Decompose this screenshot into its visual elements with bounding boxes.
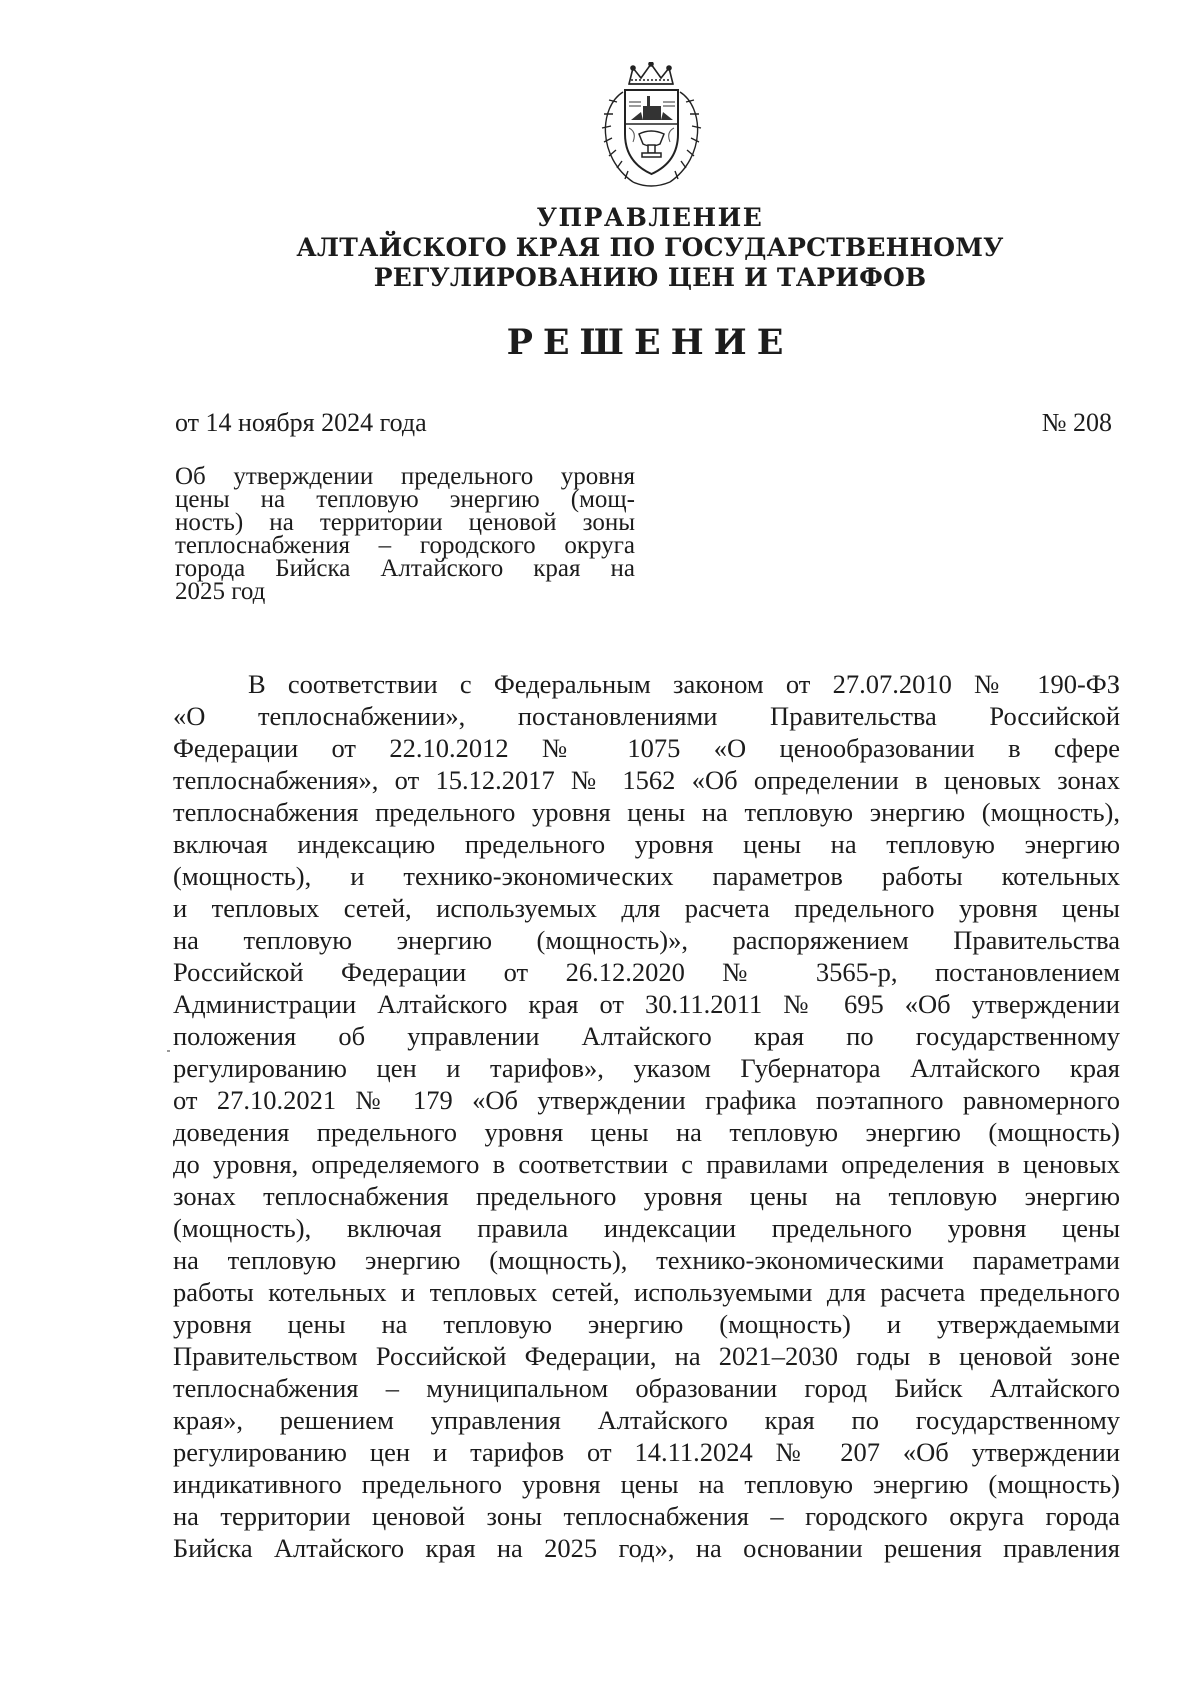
body-line: теплоснабжения», от 15.12.2017 № 1562 «Об определении в ценовых зонах <box>173 765 1120 795</box>
document-type-title: РЕШЕНИЕ <box>506 322 794 363</box>
body-line: включая индексацию предельного уровня цены на тепловую энергию <box>173 829 1120 859</box>
body-line: регулированию цен и тарифов от 14.11.2024 № 207 «Об утверждении <box>173 1437 1120 1467</box>
document-date: от 14 ноября 2024 года <box>175 408 427 437</box>
body-line: теплоснабжения предельного уровня цены на тепловую энергию (мощность), <box>173 797 1120 827</box>
body-line: (мощность), включая правила индексации предельного уровня цены <box>173 1213 1120 1243</box>
body-line: зонах теплоснабжения предельного уровня цены на тепловую энергию <box>173 1181 1120 1211</box>
subject-line: 2025 год <box>175 578 266 605</box>
body-line: Российской Федерации от 26.12.2020 № 3565-р, постановлением <box>173 957 1120 987</box>
body-line: работы котельных и тепловых сетей, используемыми для расчета предельного <box>173 1277 1120 1307</box>
body-line: на территории ценовой зоны теплоснабжения – городского округа города <box>173 1501 1120 1531</box>
authority-name-line-2: АЛТАЙСКОГО КРАЯ ПО ГОСУДАРСТВЕННОМУ <box>296 233 1004 262</box>
body-line: Правительством Российской Федерации, на 2021–2030 годы в ценовой зоне <box>173 1341 1120 1371</box>
body-line: и тепловых сетей, используемых для расчета предельного уровня цены <box>173 893 1120 923</box>
body-line: В соответствии с Федеральным законом от 27.07.2010 № 190-ФЗ <box>248 669 1120 699</box>
body-line: на тепловую энергию (мощность), технико-экономическими параметрами <box>173 1245 1120 1275</box>
body-line: Администрации Алтайского края от 30.11.2011 № 695 «Об утверждении <box>173 989 1120 1019</box>
body-line: от 27.10.2021 № 179 «Об утверждении графика поэтапного равномерного <box>173 1085 1120 1115</box>
body-line: края», решением управления Алтайского края по государственному <box>173 1405 1120 1435</box>
subject-line: города Бийска Алтайского края на <box>175 555 635 582</box>
margin-mark <box>167 1050 170 1052</box>
body-line: регулированию цен и тарифов», указом Губернатора Алтайского края <box>173 1053 1120 1083</box>
subject-line: Об утверждении предельного уровня <box>175 463 635 490</box>
body-line: Федерации от 22.10.2012 № 1075 «О ценообразовании в сфере <box>173 733 1120 763</box>
authority-name-line-3: РЕГУЛИРОВАНИЮ ЦЕН И ТАРИФОВ <box>373 263 927 292</box>
document-number: № 208 <box>1041 408 1112 437</box>
subject-line: теплоснабжения – городского округа <box>175 532 635 559</box>
body-line: до уровня, определяемого в соответствии с правилами определения в ценовых <box>173 1149 1120 1179</box>
subject-line: цены на тепловую энергию (мощ- <box>175 486 635 513</box>
body-line: (мощность), и технико-экономических параметров работы котельных <box>173 861 1120 891</box>
document-body-paragraph <box>173 668 1120 1564</box>
body-line: теплоснабжения – муниципальном образовании город Бийск Алтайского <box>173 1373 1120 1403</box>
body-line: уровня цены на тепловую энергию (мощность) и утверждаемыми <box>173 1309 1120 1339</box>
body-line: «О теплоснабжении», постановлениями Правительства Российской <box>173 701 1120 731</box>
body-line: на тепловую энергию (мощность)», распоряжением Правительства <box>173 925 1120 955</box>
body-line: Бийска Алтайского края на 2025 год», на основании решения правления <box>173 1533 1120 1563</box>
body-line: положения об управлении Алтайского края по государственному <box>173 1021 1120 1051</box>
document-subject <box>175 465 635 603</box>
body-line: доведения предельного уровня цены на тепловую энергию (мощность) <box>173 1117 1120 1147</box>
subject-line: ность) на территории ценовой зоны <box>175 509 635 536</box>
body-line: индикативного предельного уровня цены на тепловую энергию (мощность) <box>173 1469 1120 1499</box>
altai-krai-coat-of-arms-icon <box>593 62 710 190</box>
authority-name-line-1: УПРАВЛЕНИЕ <box>536 203 764 232</box>
